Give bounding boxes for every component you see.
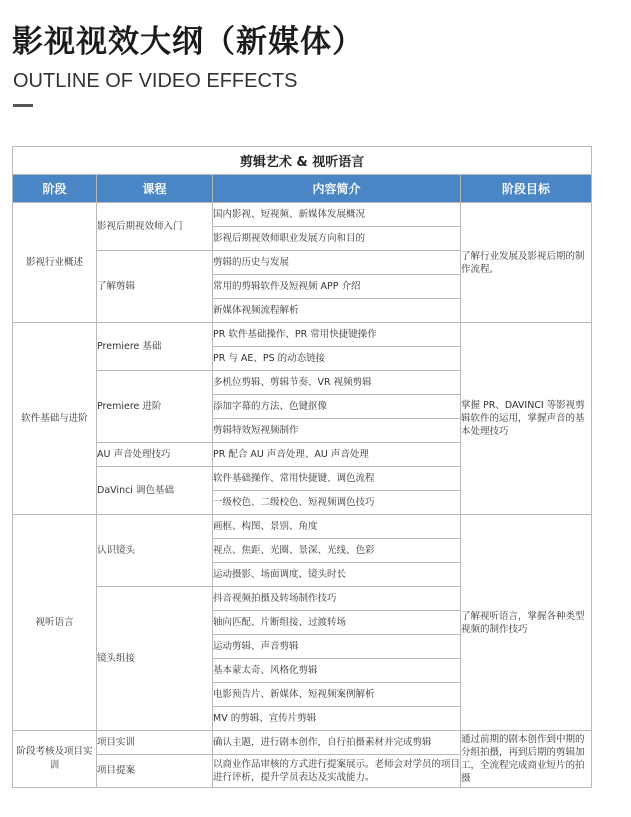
outline-table bbox=[12, 146, 592, 788]
course-cell: DaVinci 调色基础 bbox=[97, 467, 213, 515]
content-cell: 剪辑特效短视频制作 bbox=[213, 419, 461, 443]
table-header-row bbox=[13, 175, 592, 203]
table-row bbox=[13, 731, 592, 755]
content-cell: 画框、构图、景别、角度 bbox=[213, 515, 461, 539]
goal-cell: 了解视听语言，掌握各种类型视频的制作技巧 bbox=[461, 515, 592, 731]
stage-cell: 阶段考核及项目实训 bbox=[13, 731, 97, 788]
content-cell: 基本蒙太奇、风格化剪辑 bbox=[213, 659, 461, 683]
content-cell: 运动剪辑、声音剪辑 bbox=[213, 635, 461, 659]
course-cell: 项目实训 bbox=[97, 731, 213, 755]
table-caption: 剪辑艺术 & 视听语言 bbox=[13, 147, 592, 175]
page-title: 影视视效大纲（新媒体） bbox=[12, 24, 364, 60]
content-cell: 抖音视频拍摄及转场制作技巧 bbox=[213, 587, 461, 611]
content-cell: PR 与 AE、PS 的动态链接 bbox=[213, 347, 461, 371]
content-cell: 国内影视、短视频、新媒体发展概况 bbox=[213, 203, 461, 227]
content-cell: MV 的剪辑、宣传片剪辑 bbox=[213, 707, 461, 731]
course-cell: 镜头组接 bbox=[97, 587, 213, 731]
content-cell: 剪辑的历史与发展 bbox=[213, 251, 461, 275]
goal-cell: 通过前期的剧本创作到中期的分组拍摄，再到后期的剪辑加工，全流程完成商业短片的拍摄 bbox=[461, 731, 592, 788]
content-cell: PR 软件基础操作、PR 常用快捷键操作 bbox=[213, 323, 461, 347]
course-cell: 认识镜头 bbox=[97, 515, 213, 587]
stage-cell: 影视行业概述 bbox=[13, 203, 97, 323]
content-cell: 影视后期视效师职业发展方向和目的 bbox=[213, 227, 461, 251]
column-header-goal: 阶段目标 bbox=[461, 175, 592, 203]
content-cell: 电影预告片、新媒体、短视频案例解析 bbox=[213, 683, 461, 707]
content-cell: 多机位剪辑、剪辑节奏、VR 视频剪辑 bbox=[213, 371, 461, 395]
course-cell: 影视后期视效师入门 bbox=[97, 203, 213, 251]
goal-cell: 掌握 PR、DAVINCI 等影视剪辑软件的运用，掌握声音的基本处理技巧 bbox=[461, 323, 592, 515]
course-cell: AU 声音处理技巧 bbox=[97, 443, 213, 467]
course-cell: 了解剪辑 bbox=[97, 251, 213, 323]
column-header-stage: 阶段 bbox=[13, 175, 97, 203]
table-row bbox=[13, 515, 592, 539]
content-cell: 轴向匹配、片断组接、过渡转场 bbox=[213, 611, 461, 635]
content-cell: 常用的剪辑软件及短视频 APP 介绍 bbox=[213, 275, 461, 299]
content-cell: 视点、焦距、光圈、景深、光线、色彩 bbox=[213, 539, 461, 563]
column-header-content: 内容简介 bbox=[213, 175, 461, 203]
content-cell: 添加字幕的方法、色键抠像 bbox=[213, 395, 461, 419]
course-cell: Premiere 基础 bbox=[97, 323, 213, 371]
table-row bbox=[13, 323, 592, 347]
course-cell: Premiere 进阶 bbox=[97, 371, 213, 443]
content-cell: 以商业作品审核的方式进行提案展示。老师会对学员的项目进行评析，提升学员表达及实战能力。 bbox=[213, 755, 461, 788]
page-subtitle: OUTLINE OF VIDEO EFFECTS bbox=[13, 70, 298, 92]
title-underline bbox=[13, 104, 33, 107]
course-cell: 项目提案 bbox=[97, 755, 213, 788]
stage-cell: 软件基础与进阶 bbox=[13, 323, 97, 515]
content-cell: 确认主题，进行剧本创作，自行拍摄素材并完成剪辑 bbox=[213, 731, 461, 755]
content-cell: PR 配合 AU 声音处理、AU 声音处理 bbox=[213, 443, 461, 467]
column-header-course: 课程 bbox=[97, 175, 213, 203]
table-row bbox=[13, 203, 592, 227]
content-cell: 软件基础操作、常用快捷键、调色流程 bbox=[213, 467, 461, 491]
content-cell: 新媒体视频流程解析 bbox=[213, 299, 461, 323]
content-cell: 一级校色、二级校色、短视频调色技巧 bbox=[213, 491, 461, 515]
stage-cell: 视听语言 bbox=[13, 515, 97, 731]
goal-cell: 了解行业发展及影视后期的制作流程, bbox=[461, 203, 592, 323]
content-cell: 运动摄影、场面调度、镜头时长 bbox=[213, 563, 461, 587]
